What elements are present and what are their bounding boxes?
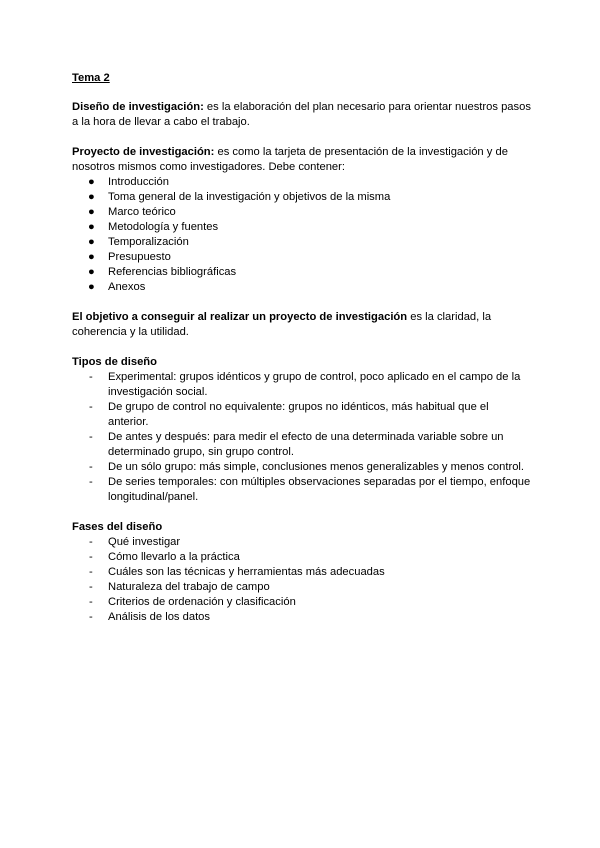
- fases-list-item: [72, 610, 532, 625]
- proyecto-list-item: [72, 265, 532, 280]
- list-marker: -: [89, 536, 93, 548]
- list-item-text: Marco teórico: [108, 206, 176, 218]
- list-item-text: De grupo de control no equivalente: grupos no idénticos, más habitual que el anterior.: [108, 401, 489, 428]
- tipos-list-item: [72, 475, 532, 505]
- tipos-list-item: [72, 370, 532, 400]
- list-marker: -: [89, 401, 93, 413]
- list-item-text: Experimental: grupos idénticos y grupo de control, poco aplicado en el campo de la investigación social.: [108, 371, 521, 398]
- objetivo-paragraph: [72, 310, 532, 340]
- list-item-text: Análisis de los datos: [108, 611, 210, 623]
- list-marker: -: [89, 371, 93, 383]
- tipos-heading: Tipos de diseño: [72, 356, 157, 368]
- fases-list-item: [72, 580, 532, 595]
- list-item-text: Anexos: [108, 281, 146, 293]
- fases-list-item: [72, 565, 532, 580]
- proyecto-list-item: [72, 190, 532, 205]
- page-title: Tema 2: [72, 72, 110, 84]
- list-item-text: De un sólo grupo: más simple, conclusiones menos generalizables y menos control.: [108, 461, 525, 473]
- tipos-list: [72, 370, 532, 505]
- document-page: [72, 71, 532, 640]
- proyecto-paragraph: [72, 145, 532, 175]
- list-marker: -: [89, 431, 93, 443]
- list-item-text: Referencias bibliográficas: [108, 266, 237, 278]
- proyecto-list-item: [72, 250, 532, 265]
- tipos-list-item: [72, 400, 532, 430]
- tipos-list-item: [72, 430, 532, 460]
- list-item-text: Cuáles son las técnicas y herramientas más adecuadas: [108, 566, 385, 578]
- list-marker: -: [89, 461, 93, 473]
- tipos-list-item: [72, 460, 532, 475]
- list-marker: ●: [88, 206, 95, 218]
- list-item-text: Qué investigar: [108, 536, 181, 548]
- list-marker: -: [89, 611, 93, 623]
- list-item-text: Toma general de la investigación y objetivos de la misma: [108, 191, 391, 203]
- fases-list-item: [72, 535, 532, 550]
- list-item-text: De series temporales: con múltiples observaciones separadas por el tiempo, enfoque longitudinal/panel.: [108, 476, 531, 503]
- fases-heading: Fases del diseño: [72, 521, 163, 533]
- objetivo-text: es la claridad, la coherencia y la utilidad.: [72, 311, 492, 338]
- list-item-text: De antes y después: para medir el efecto de una determinada variable sobre un determinado grupo, sin grupo control.: [108, 431, 504, 458]
- list-marker: ●: [88, 251, 95, 263]
- proyecto-list-item: [72, 175, 532, 190]
- list-marker: -: [89, 476, 93, 488]
- proyecto-text: es como la tarjeta de presentación de la investigación y de nosotros mismos como investigadores. Debe contener:: [72, 146, 508, 173]
- fases-list: [72, 535, 532, 625]
- diseno-paragraph: [72, 100, 532, 130]
- list-marker: ●: [88, 236, 95, 248]
- list-item-text: Naturaleza del trabajo de campo: [108, 581, 270, 593]
- list-marker: ●: [88, 221, 95, 233]
- list-marker: ●: [88, 281, 95, 293]
- list-marker: ●: [88, 266, 95, 278]
- proyecto-list-item: [72, 205, 532, 220]
- objetivo-term: El objetivo a conseguir al realizar un proyecto de investigación: [72, 311, 408, 323]
- diseno-text: es la elaboración del plan necesario para orientar nuestros pasos a la hora de llevar a cabo el trabajo.: [72, 101, 531, 128]
- list-item-text: Criterios de ordenación y clasificación: [108, 596, 296, 608]
- list-item-text: Presupuesto: [108, 251, 171, 263]
- proyecto-list-item: [72, 220, 532, 235]
- proyecto-list-item: [72, 280, 532, 295]
- proyecto-term: Proyecto de investigación:: [72, 146, 215, 158]
- list-marker: -: [89, 596, 93, 608]
- fases-list-item: [72, 595, 532, 610]
- list-marker: -: [89, 581, 93, 593]
- list-item-text: Introducción: [108, 176, 169, 188]
- proyecto-list: [72, 175, 532, 295]
- list-marker: -: [89, 551, 93, 563]
- list-item-text: Temporalización: [108, 236, 189, 248]
- list-marker: ●: [88, 176, 95, 188]
- fases-list-item: [72, 550, 532, 565]
- list-item-text: Cómo llevarlo a la práctica: [108, 551, 240, 563]
- proyecto-list-item: [72, 235, 532, 250]
- list-marker: ●: [88, 191, 95, 203]
- diseno-term: Diseño de investigación:: [72, 101, 204, 113]
- list-marker: -: [89, 566, 93, 578]
- list-item-text: Metodología y fuentes: [108, 221, 219, 233]
